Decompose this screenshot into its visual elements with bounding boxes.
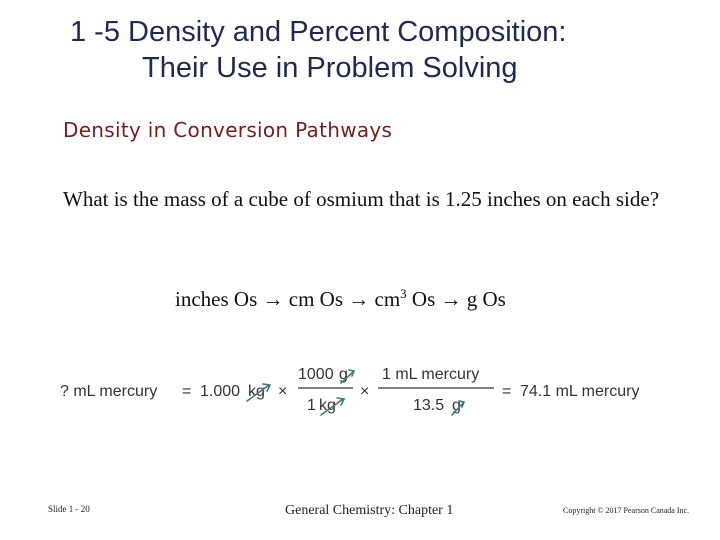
- factor-1-numerator-unit: g: [339, 366, 348, 383]
- chapter-footer: General Chemistry: Chapter 1: [285, 503, 454, 518]
- factor-2-denominator-value: 13.5: [413, 397, 445, 414]
- pathway-step-grams: g Os: [466, 287, 506, 311]
- equation-lhs: ? mL mercury: [60, 383, 158, 400]
- pathway-arrow-icon: →: [348, 287, 370, 311]
- pathway-arrow-icon: →: [440, 287, 462, 311]
- factor-1-denominator-unit: kg: [319, 397, 336, 414]
- slide-number: Slide 1 - 20: [48, 504, 90, 514]
- copyright-footer: Copyright © 2017 Pearson Canada Inc.: [563, 506, 690, 515]
- equals-sign: =: [182, 383, 192, 400]
- pathway-step-cm3: $cm^3$ Os: [374, 286, 436, 311]
- title-line-1: 1 -5 Density and Percent Composition:: [70, 16, 567, 48]
- factor-0-value: 1.000: [200, 383, 241, 400]
- factor-0-unit: kg: [248, 383, 265, 400]
- factor-2-denominator-unit: g: [452, 397, 461, 414]
- factor-1-denominator-value: 1: [307, 397, 316, 414]
- equals-sign: =: [502, 383, 512, 400]
- pathway-step-cm: cm Os: [288, 287, 343, 311]
- factor-1-numerator-value: 1000: [298, 366, 334, 383]
- multiply-sign: ×: [278, 383, 288, 400]
- slide-title: [70, 14, 566, 86]
- equation-result: 74.1 mL mercury: [520, 383, 640, 400]
- pathway-arrow-icon: →: [262, 287, 284, 311]
- title-line-2: Their Use in Problem Solving: [142, 52, 518, 84]
- problem-question: What is the mass of a cube of osmium that is 1.25 inches on each side?: [63, 187, 660, 211]
- conversion-equation: [58, 357, 678, 423]
- factor-2-numerator: 1 mL mercury: [382, 366, 480, 383]
- pathway-step-inches: inches Os: [175, 287, 258, 311]
- section-heading: Density in Conversion Pathways: [63, 118, 393, 142]
- multiply-sign: ×: [360, 383, 370, 400]
- conversion-pathway: [175, 286, 506, 312]
